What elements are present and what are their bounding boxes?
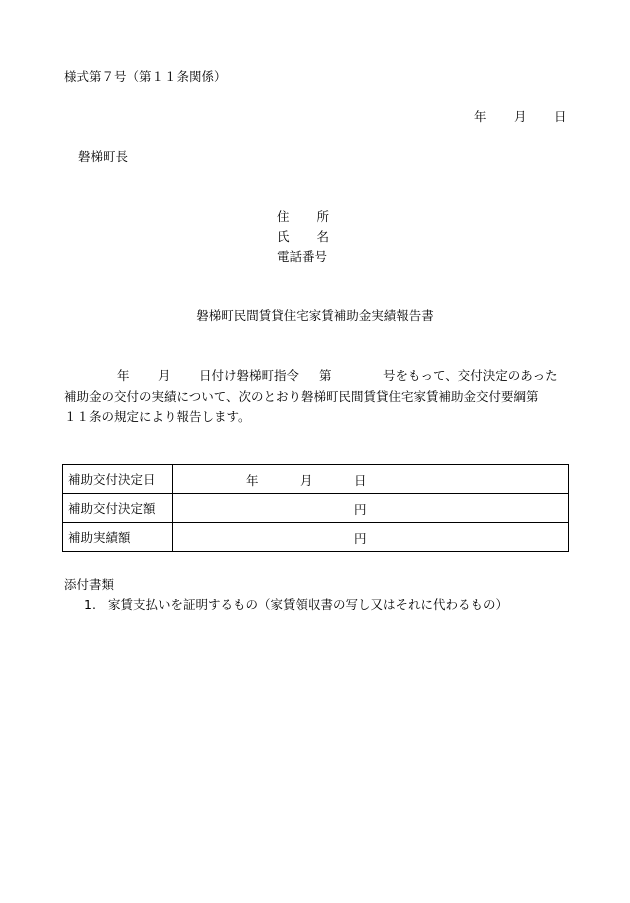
decision-amount-label: 補助交付決定額 [63,494,173,523]
date-year-label: 年 [474,109,487,124]
decision-date-day: 日 [354,473,367,488]
decision-date-year: 年 [246,473,259,488]
attachment-item-number: 1. [84,597,96,612]
body-line1-no-prefix: 第 [319,368,332,383]
address-label-char2: 所 [316,209,330,224]
body-line1-rest: 号をもって、交付決定のあった [383,368,558,383]
form-number: 様式第７号（第１１条関係） [64,69,227,84]
document-title: 磐梯町民間賃貸住宅家賃補助金実績報告書 [196,308,434,323]
body-line1-dated: 日付け磐梯町指令 [199,368,300,383]
phone-label: 電話番号 [277,249,328,264]
address-label-char1: 住 [277,209,290,224]
date-day-label: 日 [554,109,567,124]
decision-date-month: 月 [300,473,313,488]
table-row [63,465,569,494]
body-line2: 補助金の交付の実績について、次のとおり磐梯町民間賃貸住宅家賃補助金交付要綱第 [64,389,539,404]
table-row [63,523,569,552]
decision-date-label: 補助交付決定日 [63,465,173,494]
body-line1-year: 年 [117,368,130,383]
decision-amount-cell [173,494,569,523]
report-table [62,464,569,552]
body-line3: １１条の規定により報告します。 [64,409,251,424]
actual-amount-unit: 円 [354,531,367,546]
name-label-char1: 氏 [277,229,290,244]
body-line1-month: 月 [158,368,171,383]
date-month-label: 月 [514,109,527,124]
address-label [277,207,329,225]
name-label [277,227,329,245]
actual-amount-label: 補助実績額 [63,523,173,552]
addressee: 磐梯町長 [78,149,129,164]
actual-amount-cell [173,523,569,552]
name-label-char2: 名 [316,229,330,244]
table-row [63,494,569,523]
decision-date-cell [173,465,569,494]
attachment-item-text: 家賃支払いを証明するもの（家賃領収書の写し又はそれに代わるもの） [107,597,508,612]
attachments-heading: 添付書類 [64,577,115,592]
decision-amount-unit: 円 [354,502,367,517]
attachment-item [84,595,508,613]
